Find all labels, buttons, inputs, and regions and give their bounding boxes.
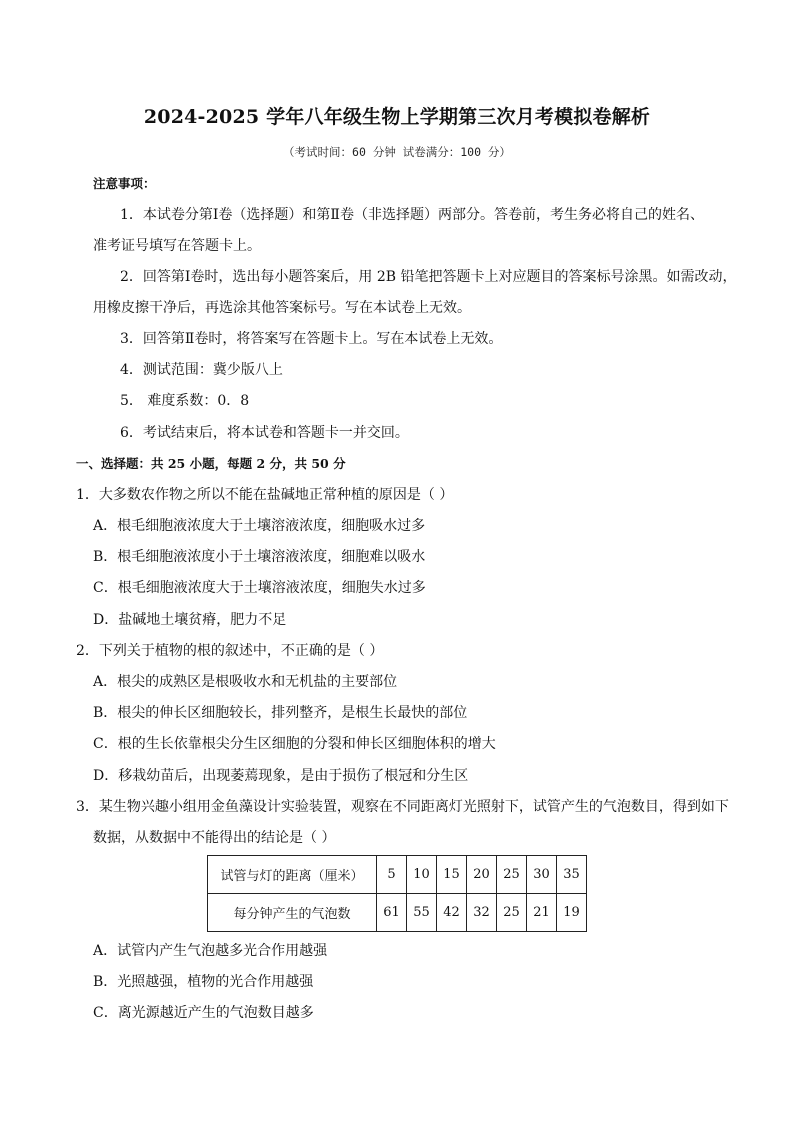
- table-header-cell: 试管与灯的距离（厘米）: [208, 856, 377, 894]
- question-3-option-a: A．试管内产生气泡越多光合作用越强: [93, 943, 328, 959]
- table-header-cell: 每分钟产生的气泡数: [208, 894, 377, 932]
- table-row: [208, 894, 587, 932]
- table-cell: 20: [467, 856, 497, 894]
- table-cell: 35: [557, 856, 587, 894]
- table-cell: 32: [467, 894, 497, 932]
- question-3-option-c: C．离光源越近产生的气泡数目越多: [93, 1005, 314, 1021]
- question-3-stem-line-1: 3．某生物兴趣小组用金鱼藻设计实验装置，观察在不同距离灯光照射下，试管产生的气泡数目，得到如下: [76, 799, 729, 815]
- table-cell: 42: [437, 894, 467, 932]
- table-cell: 25: [497, 856, 527, 894]
- question-3-stem-line-2: 数据，从数据中不能得出的结论是（ ）: [93, 830, 336, 846]
- table-cell: 10: [407, 856, 437, 894]
- question-1-option-c: C．根毛细胞液浓度大于土壤溶液浓度，细胞失水过多: [93, 580, 426, 596]
- question-1-option-a: A．根毛细胞液浓度大于土壤溶液浓度，细胞吸水过多: [93, 518, 426, 534]
- table-cell: 21: [527, 894, 557, 932]
- light-distance-table: [207, 855, 587, 932]
- note-2-line-2: 用橡皮擦干净后，再选涂其他答案标号。写在本试卷上无效。: [93, 300, 471, 316]
- question-2-option-c: C．根的生长依靠根尖分生区细胞的分裂和伸长区细胞体积的增大: [93, 736, 496, 752]
- table-cell: 19: [557, 894, 587, 932]
- note-6: 6．考试结束后，将本试卷和答题卡一并交回。: [120, 425, 409, 441]
- question-1-option-b: B．根毛细胞液浓度小于土壤溶液浓度，细胞难以吸水: [93, 549, 426, 565]
- question-1-option-d: D．盐碱地土壤贫瘠，肥力不足: [93, 612, 287, 628]
- table-row: [208, 856, 587, 894]
- question-1-stem: 1．大多数农作物之所以不能在盐碱地正常种植的原因是（ ）: [76, 487, 454, 503]
- page-title: 2024-2025 学年八年级生物上学期第三次月考模拟卷解析: [143, 106, 651, 128]
- section-heading: 一、选择题：共 25 小题，每题 2 分，共 50 分: [76, 456, 346, 471]
- question-2-option-a: A．根尖的成熟区是根吸收水和无机盐的主要部位: [93, 674, 398, 690]
- table-cell: 30: [527, 856, 557, 894]
- notes-heading: 注意事项：: [93, 176, 156, 191]
- note-2-line-1: 2．回答第Ⅰ卷时，选出每小题答案后，用 2B 铅笔把答题卡上对应题目的答案标号涂黑。如需改动，: [120, 269, 737, 285]
- question-2-option-d: D．移栽幼苗后，出现萎蔫现象，是由于损伤了根冠和分生区: [93, 768, 469, 784]
- note-5: 5． 难度系数：0．8: [120, 393, 250, 409]
- note-3: 3．回答第Ⅱ卷时，将答案写在答题卡上。写在本试卷上无效。: [120, 331, 503, 347]
- table-cell: 25: [497, 894, 527, 932]
- table-cell: 61: [377, 894, 407, 932]
- table-cell: 15: [437, 856, 467, 894]
- exam-info: （考试时间：60 分钟 试卷满分：100 分）: [283, 145, 511, 159]
- note-4: 4．测试范围：冀少版八上: [120, 362, 283, 378]
- note-1-line-2: 准考证号填写在答题卡上。: [93, 238, 261, 254]
- question-2-stem: 2．下列关于植物的根的叙述中，不正确的是（ ）: [76, 643, 384, 659]
- note-1-line-1: 1．本试卷分第Ⅰ卷（选择题）和第Ⅱ卷（非选择题）两部分。答卷前，考生务必将自己的姓名、: [120, 207, 704, 223]
- question-3-option-b: B．光照越强，植物的光合作用越强: [93, 974, 314, 990]
- table-cell: 55: [407, 894, 437, 932]
- question-2-option-b: B．根尖的伸长区细胞较长，排列整齐，是根生长最快的部位: [93, 705, 468, 721]
- table-cell: 5: [377, 856, 407, 894]
